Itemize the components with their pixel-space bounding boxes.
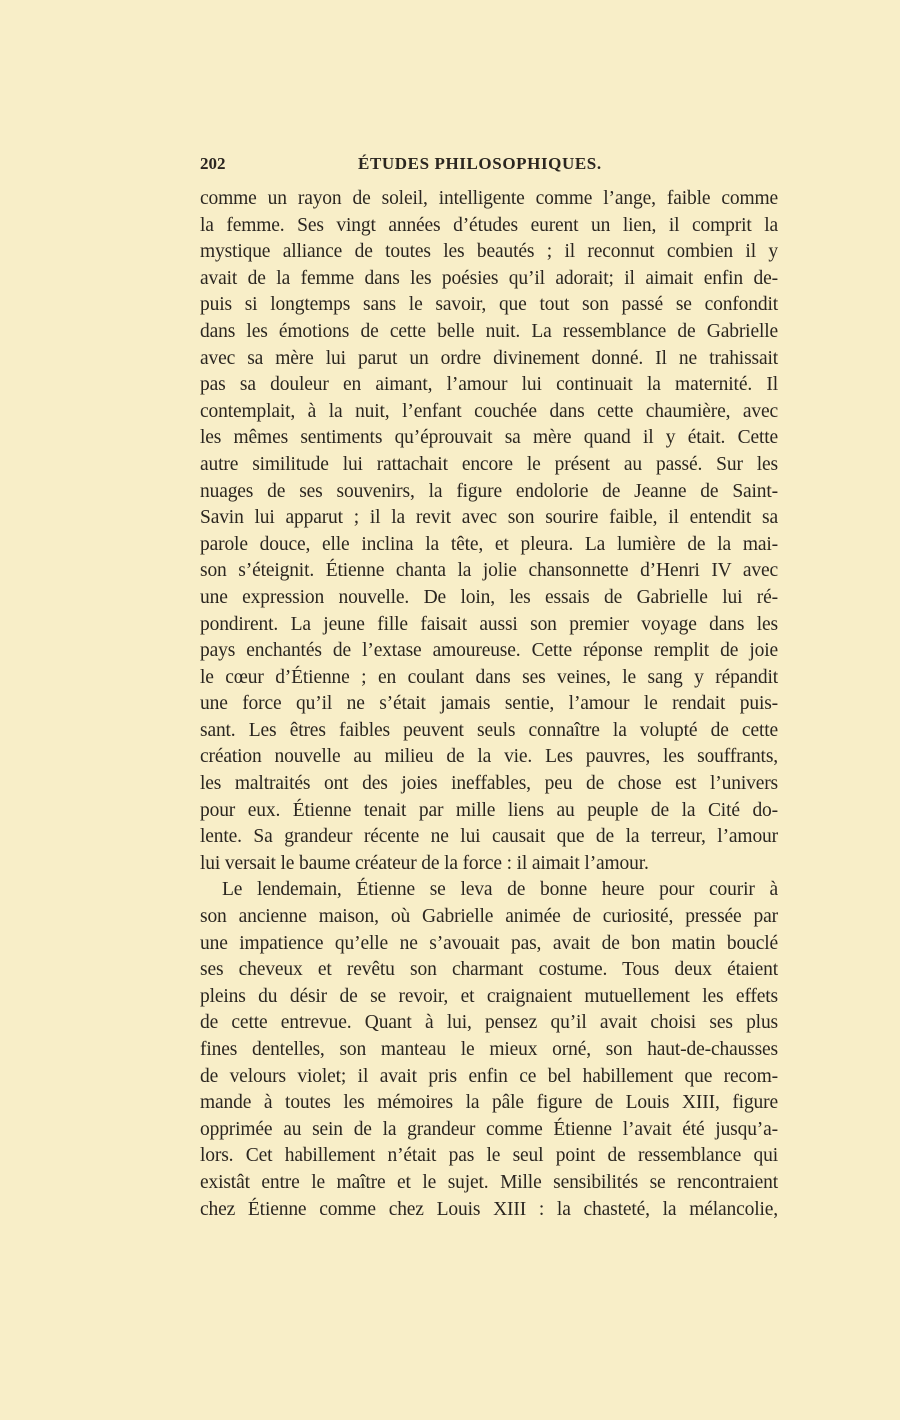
text-line: Le lendemain, Étienne se leva de bonne heure pour courir à — [222, 879, 778, 901]
text-line: une impatience qu’elle ne s’avouait pas, avait de bon matin bouclé — [200, 932, 778, 954]
text-line: son ancienne maison, où Gabrielle animée de curiosité, pressée par — [200, 906, 778, 928]
text-line: puis si longtemps sans le savoir, que tout son passé se confondit — [200, 294, 778, 316]
text-line: pays enchantés de l’extase amoureuse. Cette réponse remplit de joie — [200, 640, 778, 662]
text-line: de cette entrevue. Quant à lui, pensez qu’il avait choisi ses plus — [200, 1012, 778, 1034]
page-number: 202 — [200, 154, 226, 173]
text-line: pondirent. La jeune fille faisait aussi son premier voyage dans les — [200, 613, 778, 635]
text-line: ses cheveux et revêtu son charmant costume. Tous deux étaient — [200, 959, 778, 981]
text-line: nuages de ses souvenirs, la figure endolorie de Jeanne de Saint- — [200, 480, 778, 502]
text-line: avait de la femme dans les poésies qu’il adorait; il aimait enfin de- — [200, 267, 778, 289]
text-line: lors. Cet habillement n’était pas le seul point de ressemblance qui — [200, 1145, 778, 1167]
text-line: de velours violet; il avait pris enfin ce bel habillement que recom- — [200, 1065, 778, 1087]
text-line: contemplait, à la nuit, l’enfant couchée dans cette chaumière, avec — [200, 400, 778, 422]
text-line: autre similitude lui rattachait encore le présent au passé. Sur les — [200, 453, 778, 475]
text-line: les maltraités ont des joies ineffables, peu de chose est l’univers — [200, 773, 778, 795]
text-line: sant. Les êtres faibles peuvent seuls connaître la volupté de cette — [200, 719, 778, 741]
text-line: dans les émotions de cette belle nuit. La ressemblance de Gabrielle — [200, 320, 778, 342]
text-line: Savin lui apparut ; il la revit avec son sourire faible, il entendit sa — [200, 507, 778, 529]
text-line: la femme. Ses vingt années d’études eurent un lien, il comprit la — [200, 214, 778, 236]
text-line: avec sa mère lui parut un ordre divinement donné. Il ne trahissait — [200, 347, 778, 369]
text-line: son s’éteignit. Étienne chanta la jolie chansonnette d’Henri IV avec — [200, 560, 778, 582]
text-line: les mêmes sentiments qu’éprouvait sa mère quand il y était. Cette — [200, 427, 778, 449]
text-line: comme un rayon de soleil, intelligente comme l’ange, faible comme — [200, 188, 778, 209]
text-line: fines dentelles, son manteau le mieux orné, son haut-de-chausses — [200, 1039, 778, 1060]
running-title: ÉTUDES PHILOSOPHIQUES. — [358, 154, 602, 173]
text-line: pour eux. Étienne tenait par mille liens au peuple de la Cité do- — [200, 799, 778, 821]
text-line: une force qu’il ne s’était jamais sentie, l’amour le rendait puis- — [200, 693, 778, 715]
text-line: le cœur d’Étienne ; en coulant dans ses veines, le sang y répandit — [200, 666, 778, 688]
text-line: création nouvelle au milieu de la vie. Les pauvres, les souffrants, — [200, 746, 778, 768]
text-line: lui versait le baume créateur de la force : il aimait l’amour. — [200, 852, 649, 874]
text-line: mystique alliance de toutes les beautés ; il reconnut combien il y — [200, 241, 778, 263]
text-line: pleins du désir de se revoir, et craignaient mutuellement les effets — [200, 985, 778, 1007]
text-line: parole douce, elle inclina la tête, et pleura. La lumière de la mai- — [200, 533, 778, 555]
page-body-text — [200, 186, 778, 1223]
running-header — [200, 154, 778, 180]
text-line: lente. Sa grandeur récente ne lui causait que de la terreur, l’amour — [200, 826, 778, 848]
text-line: pas sa douleur en aimant, l’amour lui continuait la maternité. Il — [200, 374, 778, 396]
text-line: existât entre le maître et le sujet. Mille sensibilités se rencontraient — [200, 1171, 778, 1193]
text-line: mande à toutes les mémoires la pâle figure de Louis XIII, figure — [200, 1092, 778, 1114]
text-line: opprimée au sein de la grandeur comme Étienne l’avait été jusqu’a- — [200, 1118, 778, 1140]
text-line: chez Étienne comme chez Louis XIII : la chasteté, la mélancolie, — [200, 1198, 778, 1220]
text-line: une expression nouvelle. De loin, les essais de Gabrielle lui ré- — [200, 586, 778, 608]
